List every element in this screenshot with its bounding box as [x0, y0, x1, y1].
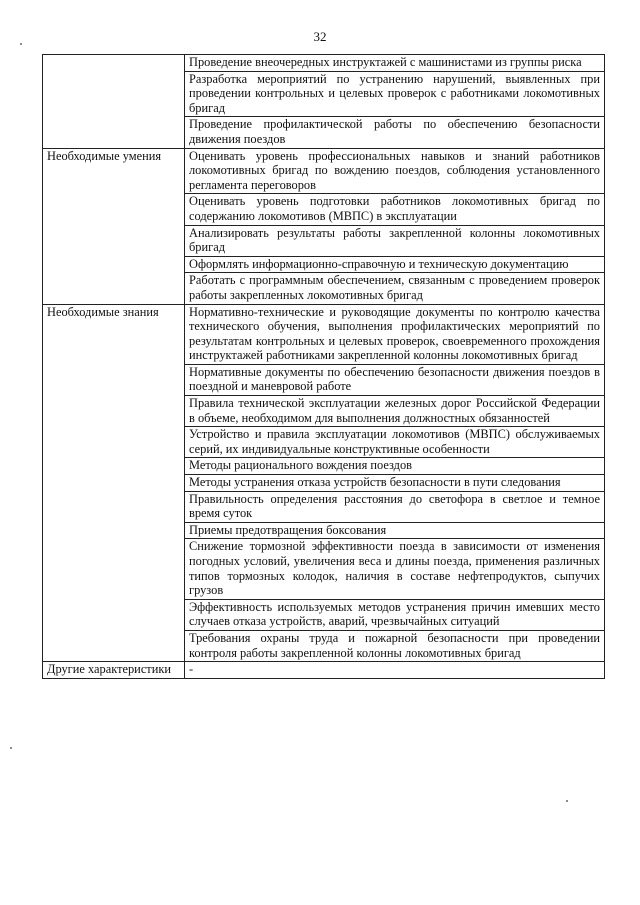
- section-label-knowledge: Необходимые знания: [43, 304, 185, 662]
- scan-speck: [10, 747, 12, 749]
- section-label: [43, 55, 185, 149]
- table-cell: Эффективность используемых методов устранения причин имевших место случаев отказа устройств, аварий, чрезвычайных ситуаций: [185, 599, 605, 630]
- table-cell: Нормативные документы по обеспечению безопасности движения поездов в поездной и маневровой работе: [185, 364, 605, 395]
- table-cell: Анализировать результаты работы закрепленной колонны локомотивных бригад: [185, 225, 605, 256]
- table-cell: Нормативно-технические и руководящие документы по контролю качества технического обучения, выполнения профилактических мероприятий по результатам контрольных и целевых проверок, своевременного прохождения инструктажей работниками закрепленной колонны локомотивных бригад: [185, 304, 605, 364]
- section-label-other: Другие характеристики: [43, 662, 185, 679]
- table-cell: -: [185, 662, 605, 679]
- table-cell: Приемы предотвращения боксования: [185, 522, 605, 539]
- page-number: 32: [313, 29, 327, 44]
- table-row: [43, 55, 605, 72]
- table-row: [43, 304, 605, 364]
- table-cell: Проведение внеочередных инструктажей с машинистами из группы риска: [185, 55, 605, 72]
- table-cell: Требования охраны труда и пожарной безопасности при проведении контроля работы закрепленной колонны локомотивных бригад: [185, 630, 605, 661]
- table-cell: Правильность определения расстояния до светофора в светлое и темное время суток: [185, 491, 605, 522]
- table-row: [43, 662, 605, 679]
- qualification-table: [42, 54, 605, 679]
- table-cell: Методы рационального вождения поездов: [185, 458, 605, 475]
- table-cell: Работать с программным обеспечением, связанным с проведением проверок работы закрепленных локомотивных бригад: [185, 273, 605, 304]
- section-label-skills: Необходимые умения: [43, 148, 185, 304]
- table-row: [43, 148, 605, 194]
- table-cell: Снижение тормозной эффективности поезда в зависимости от изменения погодных условий, увеличения веса и длины поезда, применения различных типов тормозных колодок, наличия в составе нефтепродуктов, сыпучих грузов: [185, 539, 605, 599]
- table-cell: Правила технической эксплуатации железных дорог Российской Федерации в объеме, необходимом для выполнения должностных обязанностей: [185, 396, 605, 427]
- table-cell: Методы устранения отказа устройств безопасности в пути следования: [185, 475, 605, 492]
- scan-speck: [566, 800, 568, 802]
- table-cell: Проведение профилактической работы по обеспечению безопасности движения поездов: [185, 117, 605, 148]
- table-cell: Разработка мероприятий по устранению нарушений, выявленных при проведении контрольных и целевых проверок с работниками локомотивных бригад: [185, 71, 605, 117]
- table-cell: Оценивать уровень подготовки работников локомотивных бригад по содержанию локомотивов (МВПС) в эксплуатации: [185, 194, 605, 225]
- table-cell: Устройство и правила эксплуатации локомотивов (МВПС) обслуживаемых серий, их индивидуальные конструктивные особенности: [185, 427, 605, 458]
- table-cell: Оформлять информационно-справочную и техническую документацию: [185, 256, 605, 273]
- scan-speck: [20, 43, 22, 45]
- table-cell: Оценивать уровень профессиональных навыков и знаний работников локомотивных бригад по вождению поездов, соблюдения установленного регламента переговоров: [185, 148, 605, 194]
